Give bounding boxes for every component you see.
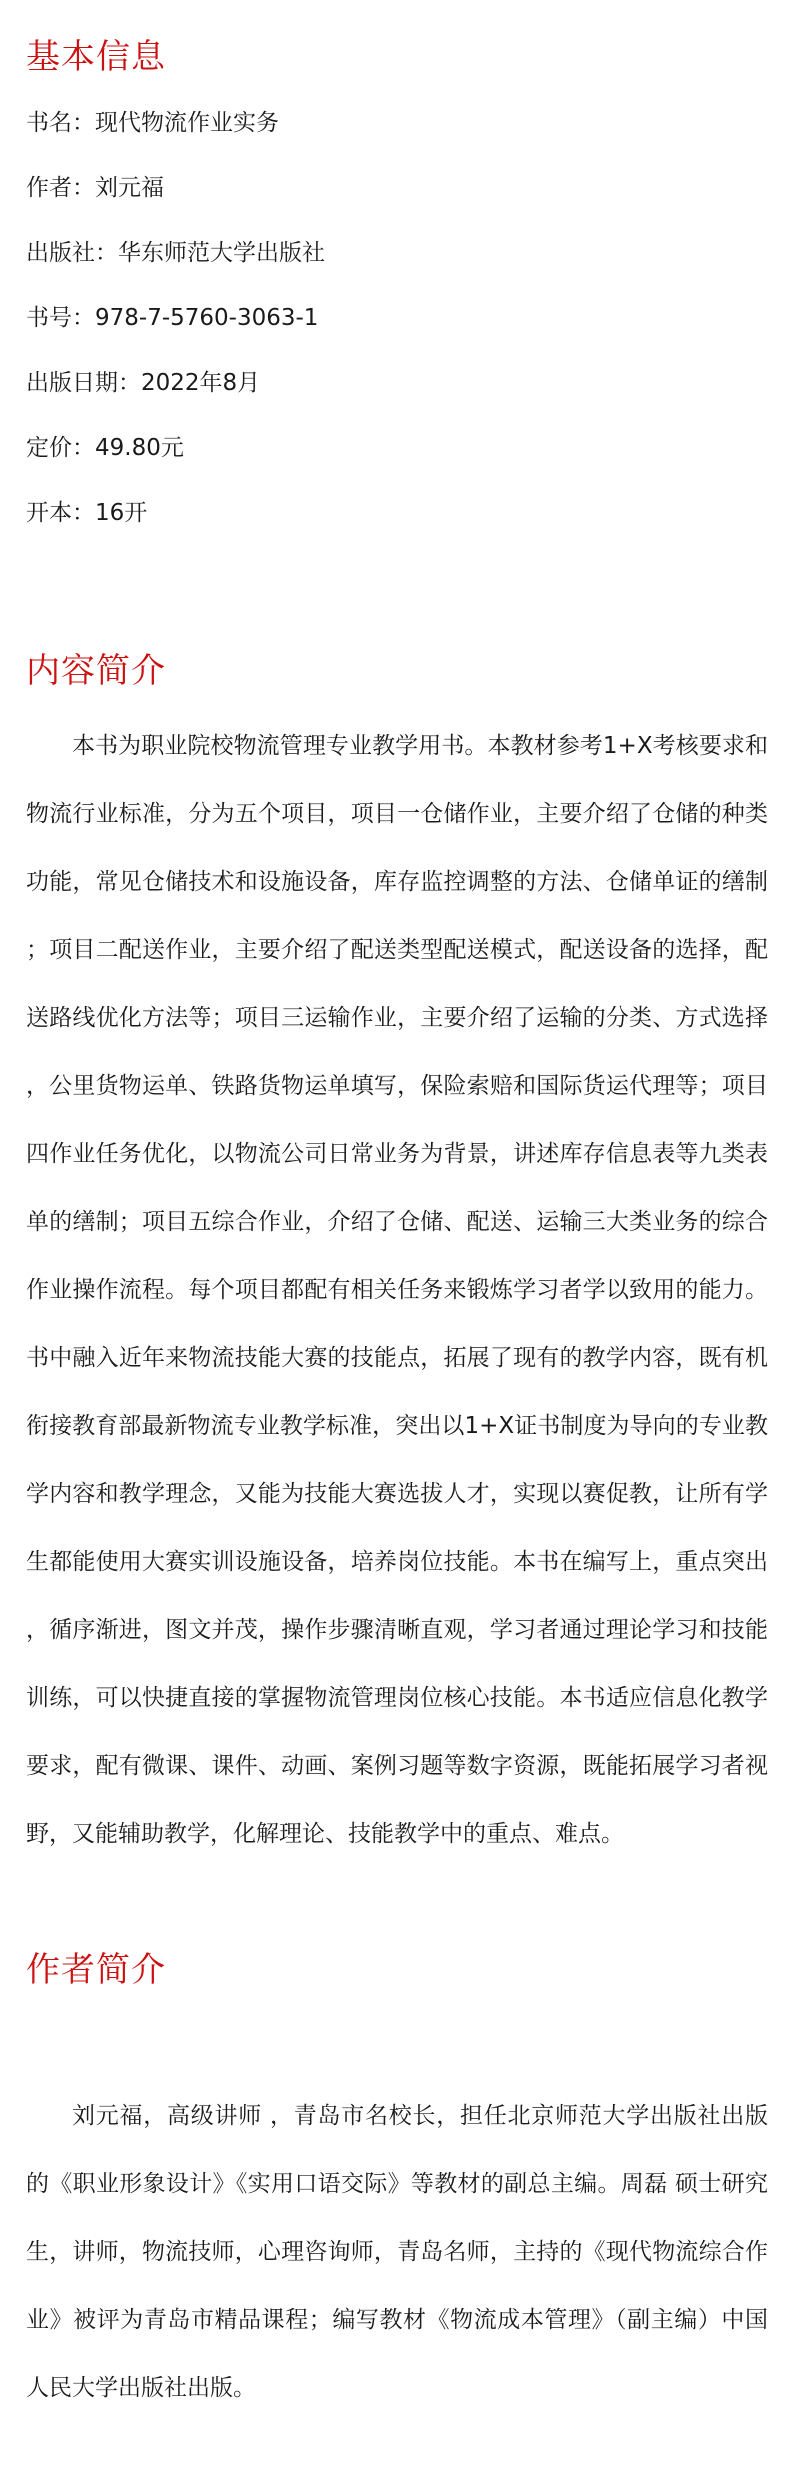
- info-line-publisher: 出版社：华东师范大学出版社: [26, 240, 325, 266]
- info-line-format: 开本：16开: [26, 500, 148, 526]
- intro-paragraph: 本书为职业院校物流管理专业教学用书。本教材参考1+X考核要求和物流行业标准，分为五个项目，项目一仓储作业，主要介绍了仓储的种类功能，常见仓储技术和设施设备，库存监控调整的方法、仓储单证的缮制；项目二配送作业，主要介绍了配送类型配送模式，配送设备的选择，配送路线优化方法等；项目三运输作业，主要介绍了运输的分类、方式选择，公里货物运单、铁路货物运单填写，保险索赔和国际货运代理等；项目四作业任务优化，以物流公司日常业务为背景，讲述库存信息表等九类表单的缮制；项目五综合作业，介绍了仓储、配送、运输三大类业务的综合作业操作流程。每个项目都配有相关任务来锻炼学习者学以致用的能力。书中融入近年来物流技能大赛的技能点，拓展了现有的教学内容，既有机衔接教育部最新物流专业教学标准，突出以1+X证书制度为导向的专业教学内容和教学理念，又能为技能大赛选拔人才，实现以赛促教，让所有学生都能使用大赛实训设施设备，培养岗位技能。本书在编写上，重点突出，循序渐进，图文并茂，操作步骤清晰直观，学习者通过理论学习和技能训练，可以快捷直接的掌握物流管理岗位核心技能。本书适应信息化教学要求，配有微课、课件、动画、案例习题等数字资源，既能拓展学习者视野，又能辅助教学，化解理论、技能教学中的重点、难点。: [26, 733, 768, 1847]
- info-line-isbn: 书号：978-7-5760-3063-1: [26, 305, 319, 331]
- info-line-title: 书名：现代物流作业实务: [26, 110, 279, 136]
- author-intro-paragraph: 刘元福，高级讲师 ，青岛市名校长，担任北京师范大学出版社出版的《职业形象设计》《实用口语交际》等教材的副总主编。周磊 硕士研究生，讲师，物流技师，心理咨询师，青岛名师，主持的《现代物流综合作业》被评为青岛市精品课程；编写教材《物流成本管理》（副主编）中国人民大学出版社出版。: [26, 2103, 768, 2401]
- intro-heading: 内容简介: [26, 651, 166, 691]
- basic-info-heading: 基本信息: [26, 37, 166, 77]
- info-line-price: 定价：49.80元: [26, 435, 184, 461]
- info-line-author: 作者：刘元福: [26, 175, 164, 201]
- info-line-pub-date: 出版日期：2022年8月: [26, 370, 261, 396]
- author-intro-heading: 作者简介: [26, 1950, 166, 1990]
